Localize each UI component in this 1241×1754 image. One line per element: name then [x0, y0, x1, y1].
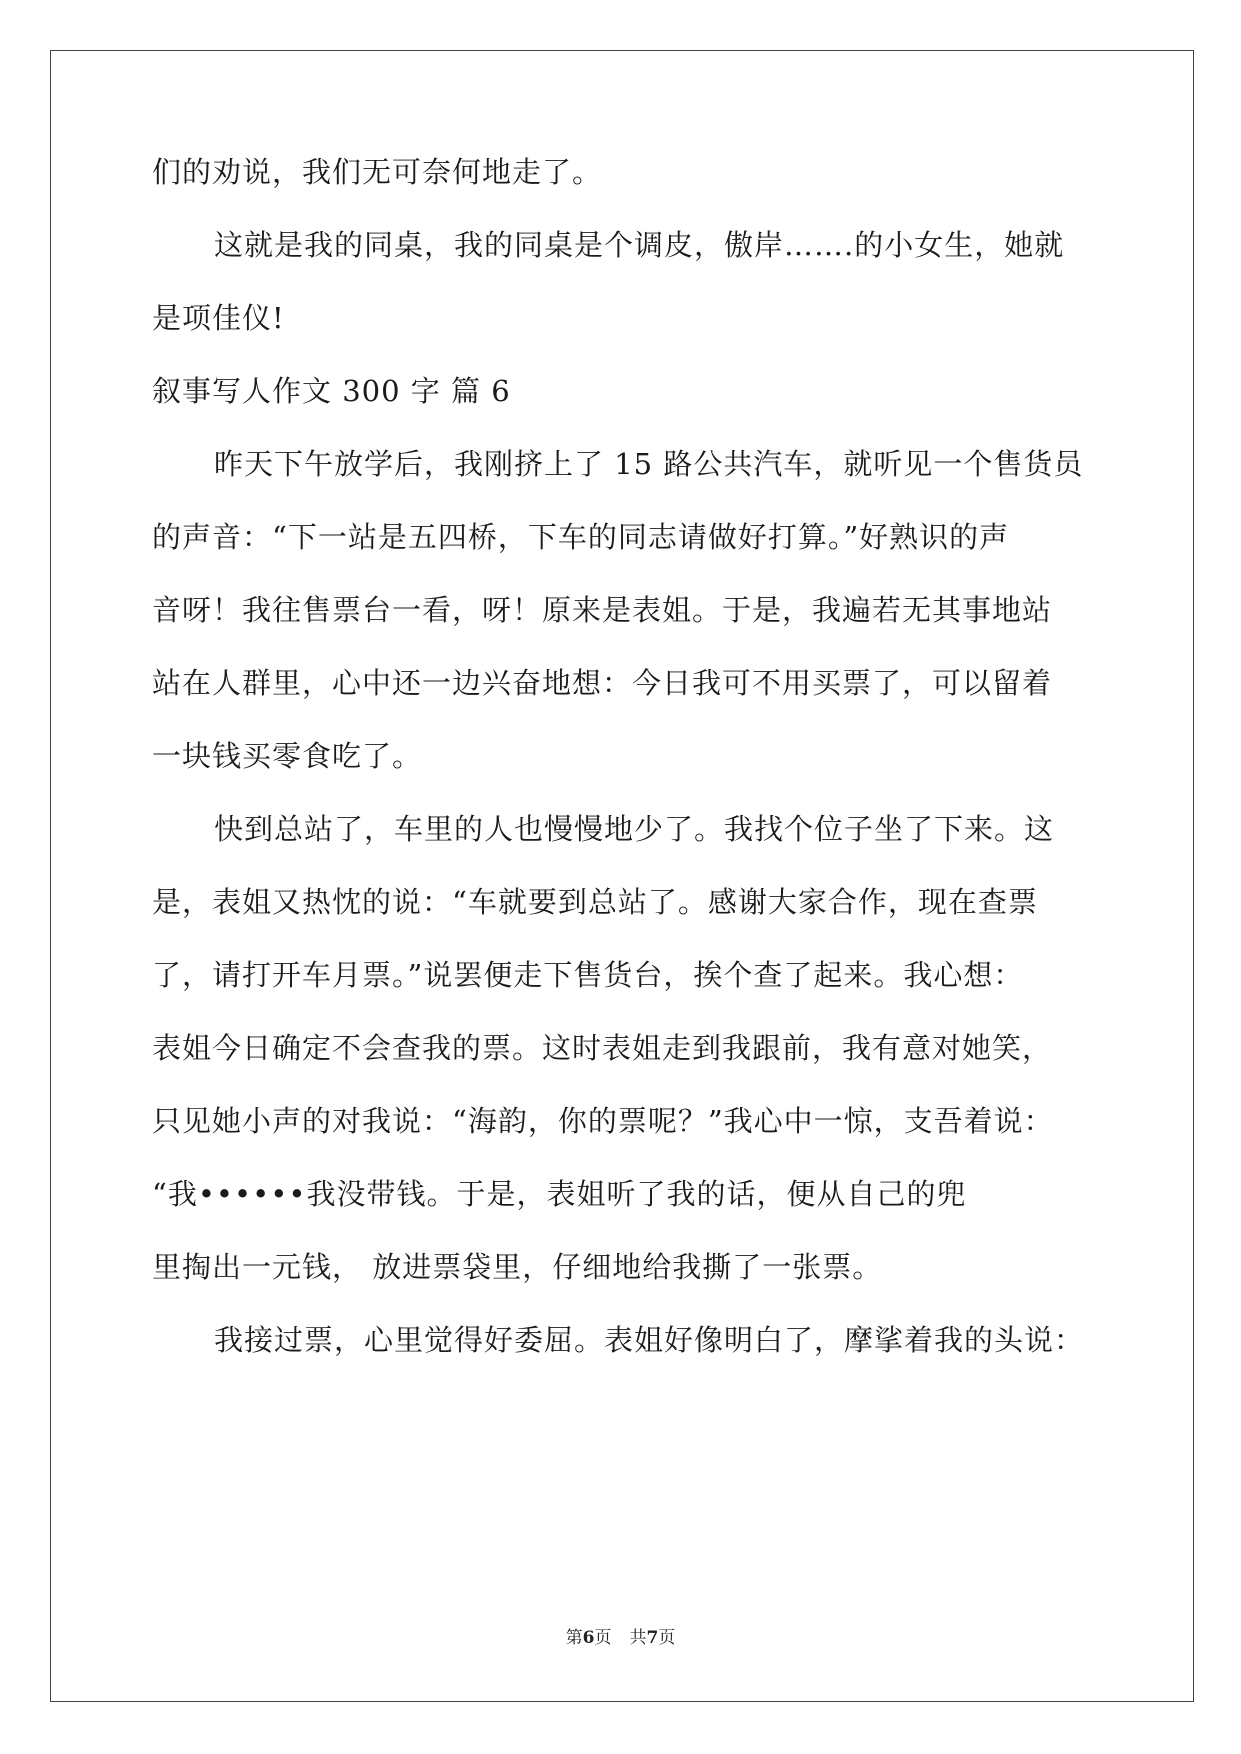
page-number: 6 [582, 1628, 595, 1648]
footer-total-prefix: 共 [629, 1628, 647, 1648]
text-line: 这就是我的同桌，我的同桌是个调皮，傲岸…….的小女生，她就 [214, 228, 1065, 262]
text-line: 我接过票，心里觉得好委屈。表姐好像明白了，摩挲着我的头说： [214, 1323, 1085, 1357]
text-line: 里掏出一元钱， 放进票袋里，仔细地给我撕了一张票。 [152, 1250, 883, 1284]
footer-page-suffix: 页 [594, 1628, 612, 1648]
text-line: “我••••••我没带钱。于是，表姐听了我的话，便从自己的兜 [152, 1177, 967, 1211]
text-line: 一块钱买零食吃了。 [152, 739, 423, 773]
text-line: 的声音：“下一站是五四桥，下车的同志请做好打算。”好熟识的声 [152, 520, 1010, 554]
section-heading: 叙事写人作文 300 字 篇 6 [152, 374, 511, 408]
text-line: 表姐今日确定不会查我的票。这时表姐走到我跟前，我有意对她笑， [152, 1031, 1053, 1065]
text-line: 站在人群里，心中还一边兴奋地想：今日我可不用买票了，可以留着 [152, 666, 1053, 700]
text-line: 只见她小声的对我说：“海韵，你的票呢？”我心中一惊，支吾着说： [152, 1104, 1054, 1138]
footer-total-suffix: 页 [658, 1628, 676, 1648]
text-line: 快到总站了，车里的人也慢慢地少了。我找个位子坐了下来。这 [214, 812, 1055, 846]
page-footer [0, 1627, 1241, 1649]
text-line: 昨天下午放学后，我刚挤上了 15 路公共汽车，就听见一个售货员 [214, 447, 1084, 481]
text-line: 了，请打开车月票。”说罢便走下售货台，挨个查了起来。我心想： [152, 958, 1024, 992]
footer-prefix: 第 [565, 1628, 583, 1648]
text-line: 音呀！我往售票台一看，呀！原来是表姐。于是，我遍若无其事地站 [152, 593, 1053, 627]
text-line: 是，表姐又热忱的说：“车就要到总站了。感谢大家合作，现在查票 [152, 885, 1038, 919]
text-line: 是项佳仪! [152, 301, 285, 335]
total-pages: 7 [646, 1628, 659, 1648]
text-line: 们的劝说，我们无可奈何地走了。 [152, 155, 603, 189]
